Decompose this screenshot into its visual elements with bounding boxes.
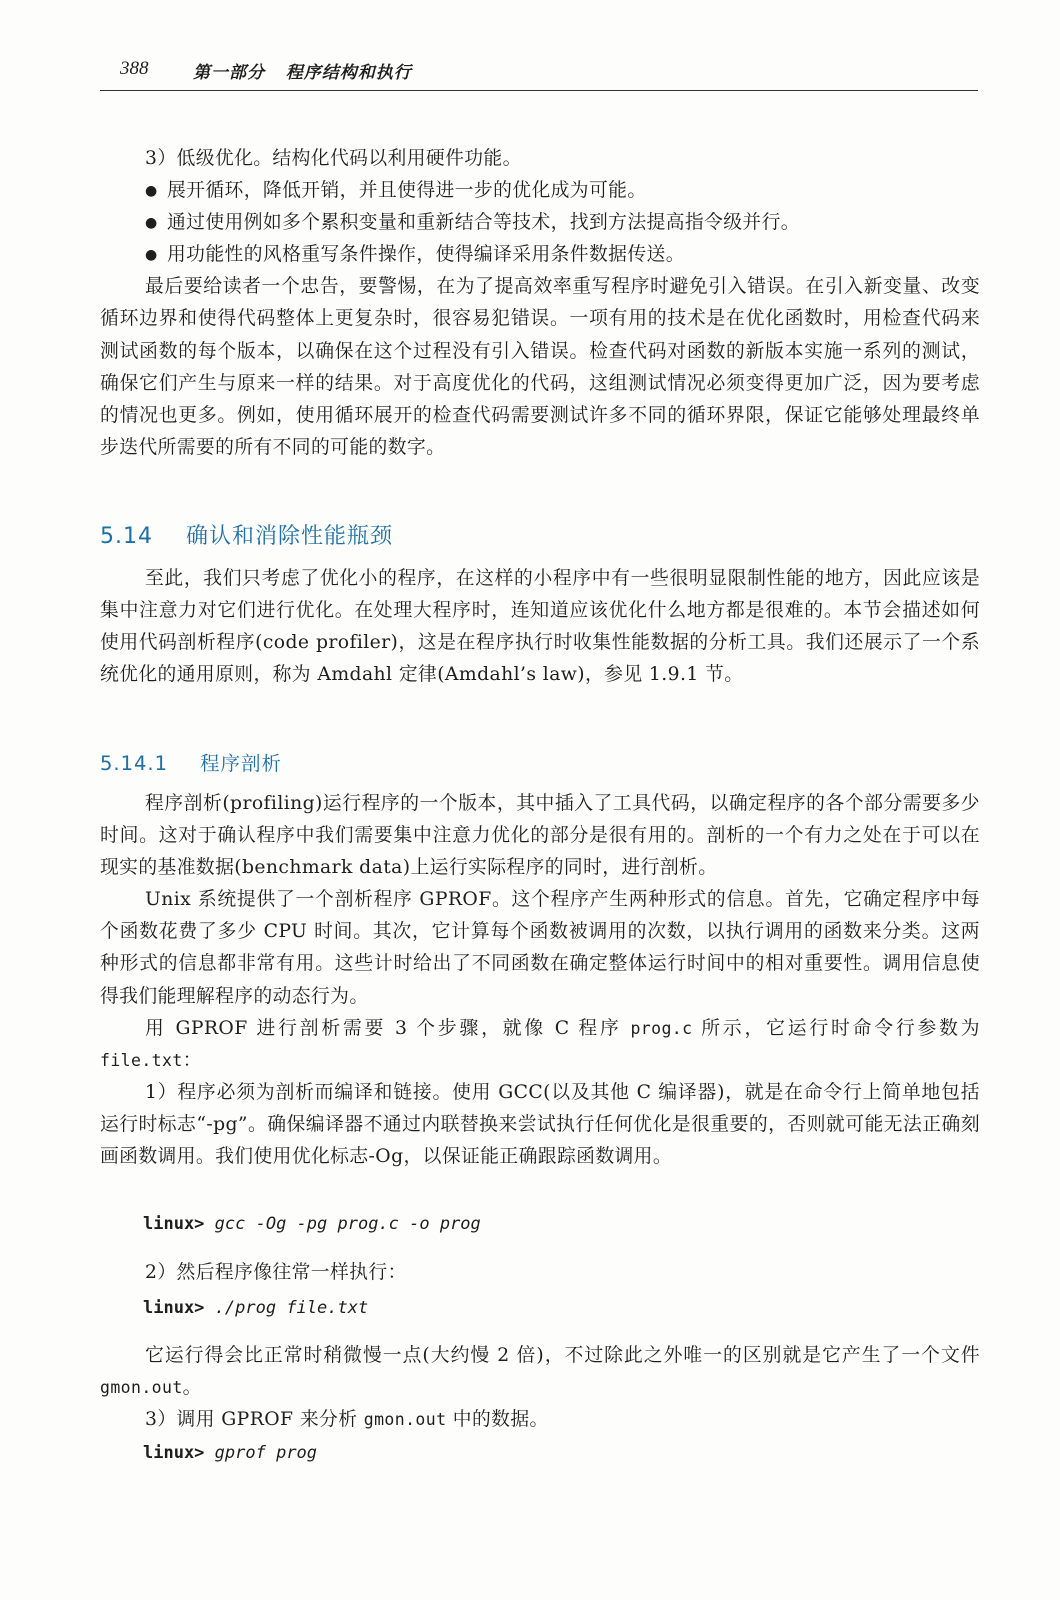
text-run: 中的数据。 bbox=[446, 1409, 549, 1431]
bullet-icon: ● bbox=[145, 183, 158, 200]
section-heading bbox=[100, 519, 393, 550]
body-paragraph: 至此，我们只考虑了优化小的程序，在这样的小程序中有一些很明显限制性能的地方，因此应该是集中注意力对它们进行优化。在处理大程序时，连知道应该优化什么地方都是很难的。本节会描述如何使用代码剖析程序(code profiler)，这是在程序执行时收集性能数据的分析工具。我们还展示了一个系统优化的通用原则，称为 Amdahl 定律(Amdahl’s law)，参见 1.9.1 节。 bbox=[100, 568, 980, 686]
bullet-item bbox=[100, 207, 980, 239]
closing-block bbox=[100, 1340, 980, 1436]
running-title: 第一部分 程序结构和执行 bbox=[193, 63, 412, 83]
step-2-paragraph: 2）然后程序像往常一样执行： bbox=[145, 1262, 407, 1283]
text-run: 用 GPROF 进行剖析需要 3 个步骤，就像 C 程序 bbox=[145, 1017, 631, 1039]
code-line bbox=[143, 1443, 317, 1463]
bullet-item bbox=[100, 239, 980, 271]
body-paragraph: Unix 系统提供了一个剖析程序 GPROF。这个程序产生两种形式的信息。首先，它确定程序中每个函数花费了多少 CPU 时间。其次，它计算每个函数被调用的次数，以执行调用的函数来分类。这两种形式的信息都非常有用。这些计时给出了不同函数在确定整体运行时间中的相对重要性。调用信息使得我们能理解程序的动态行为。 bbox=[100, 889, 980, 1007]
shell-prompt: linux> bbox=[143, 1443, 205, 1463]
inline-code: file.txt bbox=[100, 1050, 183, 1070]
subsection-heading bbox=[100, 748, 282, 776]
section-number: 5.14 bbox=[100, 524, 153, 549]
inline-code: prog.c bbox=[630, 1018, 693, 1038]
text-run: ： bbox=[182, 1049, 202, 1071]
step-3-paragraph bbox=[100, 1404, 980, 1436]
text-run: 3）调用 GPROF 来分析 bbox=[145, 1409, 364, 1431]
bullet-text: 通过使用例如多个累积变量和重新结合等技术，找到方法提高指令级并行。 bbox=[167, 212, 800, 234]
bullet-icon: ● bbox=[145, 247, 158, 264]
text-run: 所示，它运行时命令行参数为 bbox=[692, 1017, 980, 1039]
step-1-paragraph: 1）程序必须为剖析而编译和链接。使用 GCC(以及其他 C 编译器)，就是在命令行上简单地包括运行时标志“-pg”。确保编译器不通过内联替换来尝试执行任何优化是很重要的，否则就可能无法正确刻画函数调用。我们使用优化标志-Og，以保证能正确跟踪函数调用。 bbox=[100, 1081, 980, 1168]
bullet-text: 用功能性的风格重写条件操作，使得编译采用条件数据传送。 bbox=[167, 244, 685, 266]
section-title: 确认和消除性能瓶颈 bbox=[186, 524, 394, 549]
shell-prompt: linux> bbox=[143, 1298, 205, 1318]
shell-prompt: linux> bbox=[143, 1214, 205, 1234]
bullet-icon: ● bbox=[145, 215, 158, 232]
shell-command: gprof prog bbox=[214, 1443, 318, 1463]
intro-block bbox=[100, 143, 980, 464]
code-line bbox=[143, 1214, 481, 1234]
body-paragraph bbox=[100, 1013, 980, 1077]
body-paragraph bbox=[100, 1340, 980, 1404]
bullet-text: 展开循环，降低开销，并且使得进一步的优化成为可能。 bbox=[167, 180, 647, 202]
page-number: 388 bbox=[120, 58, 149, 79]
list-item-3: 3）低级优化。结构化代码以利用硬件功能。 bbox=[145, 148, 522, 169]
page-header bbox=[100, 50, 978, 91]
section-intro bbox=[100, 563, 980, 691]
body-paragraph: 程序剖析(profiling)运行程序的一个版本，其中插入了工具代码，以确定程序的各个部分需要多少时间。这对于确认程序中我们需要集中注意力优化的部分是很有用的。剖析的一个有力之处在于可以在现实的基准数据(benchmark data)上运行实际程序的同时，进行剖析。 bbox=[100, 793, 980, 879]
text-run: 。 bbox=[182, 1377, 202, 1399]
code-line bbox=[143, 1298, 368, 1318]
step-2-block bbox=[100, 1257, 980, 1289]
bullet-item bbox=[100, 175, 980, 207]
subsection-body bbox=[100, 788, 980, 1173]
inline-code: gmon.out bbox=[363, 1410, 447, 1430]
text-run: 它运行得会比正常时稍微慢一点(大约慢 2 倍)，不过除此之外唯一的区别就是它产生了一个文件 bbox=[145, 1345, 980, 1366]
shell-command: gcc -Og -pg prog.c -o prog bbox=[214, 1214, 481, 1234]
subsection-number: 5.14.1 bbox=[100, 752, 169, 775]
inline-code: gmon.out bbox=[100, 1378, 183, 1398]
subsection-title: 程序剖析 bbox=[200, 752, 283, 775]
shell-command: ./prog file.txt bbox=[214, 1298, 369, 1318]
body-paragraph: 最后要给读者一个忠告，要警惕，在为了提高效率重写程序时避免引入错误。在引入新变量、改变循环边界和使得代码整体上更复杂时，很容易犯错误。一项有用的技术是在优化函数时，用检查代码来测试函数的每个版本，以确保在这个过程没有引入错误。检查代码对函数的新版本实施一系列的测试，确保它们产生与原来一样的结果。对于高度优化的代码，这组测试情况必须变得更加广泛，因为要考虑的情况也更多。例如，使用循环展开的检查代码需要测试许多不同的循环界限，保证它能够处理最终单步迭代所需要的所有不同的可能的数字。 bbox=[100, 276, 980, 458]
